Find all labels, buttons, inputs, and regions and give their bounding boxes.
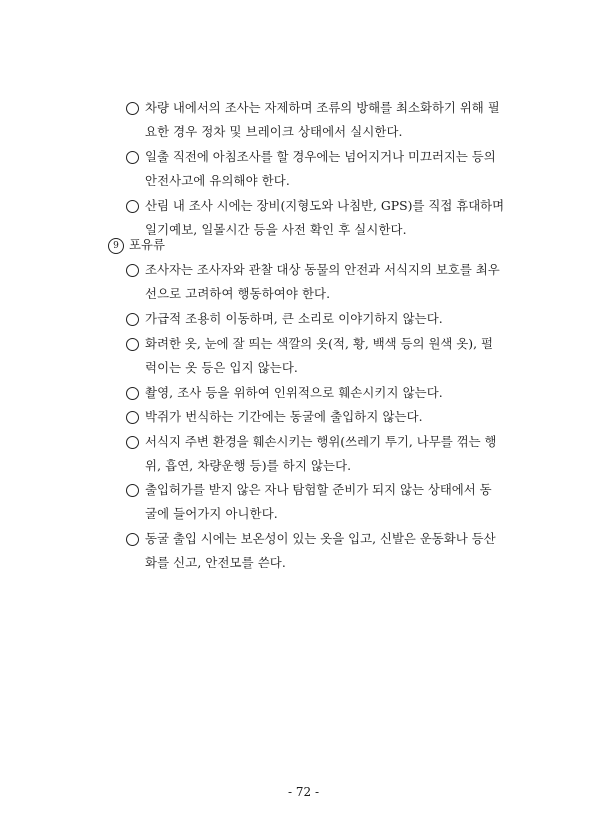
item-text-line: 박쥐가 번식하는 기간에는 동굴에 출입하지 않는다. [145, 409, 423, 424]
circle-bullet-icon [124, 258, 140, 282]
circle-bullet-icon [124, 194, 140, 218]
list-item [0, 527, 607, 575]
item-text-line: 럭이는 옷 등은 입지 않는다. [145, 360, 298, 375]
item-text-line: 동굴 출입 시에는 보온성이 있는 옷을 입고, 신발은 운동화나 등산 [145, 531, 496, 546]
list-item [0, 258, 607, 306]
list-item [0, 478, 607, 526]
item-text-line: 산림 내 조사 시에는 장비(지형도와 나침반, GPS)를 직접 휴대하며 [145, 198, 505, 213]
circle-bullet-icon [124, 307, 140, 331]
circle-bullet-icon [124, 478, 140, 502]
section-heading [108, 233, 165, 257]
circle-bullet-icon [124, 332, 140, 356]
item-text-line: 안전사고에 유의해야 한다. [145, 173, 290, 188]
list-item [0, 332, 607, 380]
item-text-line: 화를 신고, 안전모를 쓴다. [145, 555, 286, 570]
item-text-line: 차량 내에서의 조사는 자제하며 조류의 방해를 최소화하기 위해 필 [145, 100, 500, 115]
list-item [0, 405, 607, 429]
item-text-line: 위, 흡연, 차량운행 등)를 하지 않는다. [145, 458, 352, 473]
list-item [0, 430, 607, 478]
item-text-line: 가급적 조용히 이동하며, 큰 소리로 이야기하지 않는다. [145, 311, 443, 326]
list-item [0, 381, 607, 405]
circle-bullet-icon [124, 430, 140, 454]
list-item [0, 145, 607, 193]
item-text-line: 화려한 옷, 눈에 잘 띄는 색깔의 옷(적, 황, 백색 등의 원색 옷), 펄 [145, 336, 493, 351]
section-number: 9 [108, 238, 124, 254]
item-text-line: 일기예보, 일몰시간 등을 사전 확인 후 실시한다. [145, 222, 407, 237]
item-text-line: 출입허가를 받지 않은 자나 탐험할 준비가 되지 않는 상태에서 동 [145, 482, 492, 497]
item-text-line: 요한 경우 정차 및 브레이크 상태에서 실시한다. [145, 124, 403, 139]
circle-bullet-icon [124, 405, 140, 429]
circle-bullet-icon [124, 381, 140, 405]
circle-bullet-icon [124, 145, 140, 169]
list-item [0, 194, 607, 242]
item-text-line: 선으로 고려하여 행동하여야 한다. [145, 286, 331, 301]
list-item [0, 96, 607, 144]
list-item [0, 307, 607, 331]
item-text-line: 촬영, 조사 등을 위하여 인위적으로 훼손시키지 않는다. [145, 385, 443, 400]
item-text-line: 조사자는 조사자와 관찰 대상 동물의 안전과 서식지의 보호를 최우 [145, 262, 500, 277]
circle-bullet-icon [124, 527, 140, 551]
section-title: 포유류 [129, 237, 165, 252]
page-number: - 72 - [287, 785, 319, 799]
item-text-line: 굴에 들어가지 아니한다. [145, 506, 278, 521]
item-text-line: 서식지 주변 환경을 훼손시키는 행위(쓰레기 투기, 나무를 꺾는 행 [145, 434, 497, 449]
circle-bullet-icon [124, 96, 140, 120]
item-text-line: 일출 직전에 아침조사를 할 경우에는 넘어지거나 미끄러지는 등의 [145, 149, 496, 164]
